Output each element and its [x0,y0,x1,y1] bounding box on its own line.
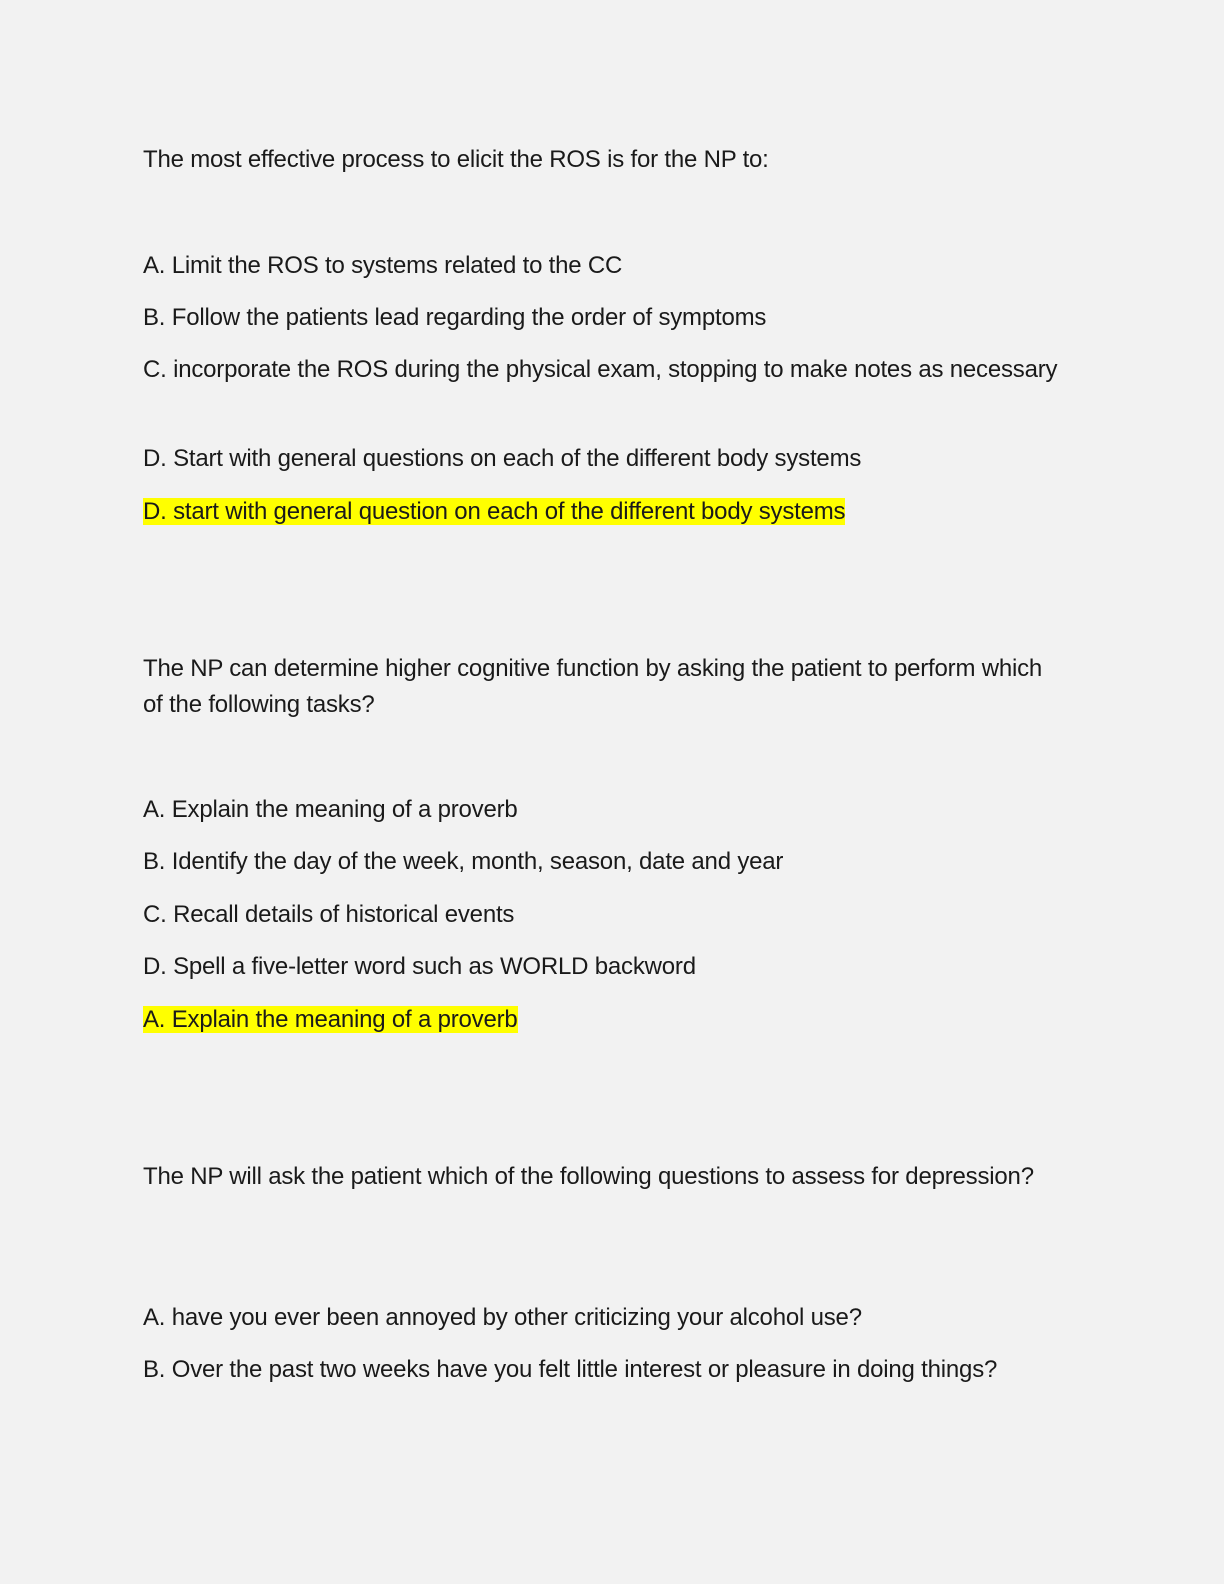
question-2-option-c: C. Recall details of historical events [143,901,515,928]
answer-highlight: A. Explain the meaning of a proverb [143,1006,518,1033]
question-3-option-a: A. have you ever been annoyed by other criticizing your alcohol use? [143,1304,862,1331]
question-1-prompt: The most effective process to elicit the ROS is for the NP to: [143,146,769,173]
question-3-option-b: B. Over the past two weeks have you felt little interest or pleasure in doing things? [143,1356,998,1383]
question-1-option-b: B. Follow the patients lead regarding the order of symptoms [143,304,767,331]
question-1-option-d: D. Start with general questions on each of the different body systems [143,445,862,472]
question-3-prompt: The NP will ask the patient which of the following questions to assess for depression? [143,1163,1034,1190]
question-1-answer [143,494,1083,530]
question-1-option-c: C. incorporate the ROS during the physical exam, stopping to make notes as necessary [143,356,1058,383]
question-2-option-b: B. Identify the day of the week, month, season, date and year [143,848,784,875]
question-2-answer [143,1002,1083,1038]
question-2-option-d: D. Spell a five-letter word such as WORLD backword [143,953,696,980]
question-2-option-a: A. Explain the meaning of a proverb [143,796,518,823]
question-1-option-a: A. Limit the ROS to systems related to the CC [143,252,623,279]
answer-highlight: D. start with general question on each of the different body systems [143,498,846,525]
question-2-prompt: The NP can determine higher cognitive function by asking the patient to perform which of the following tasks? [143,655,1043,718]
